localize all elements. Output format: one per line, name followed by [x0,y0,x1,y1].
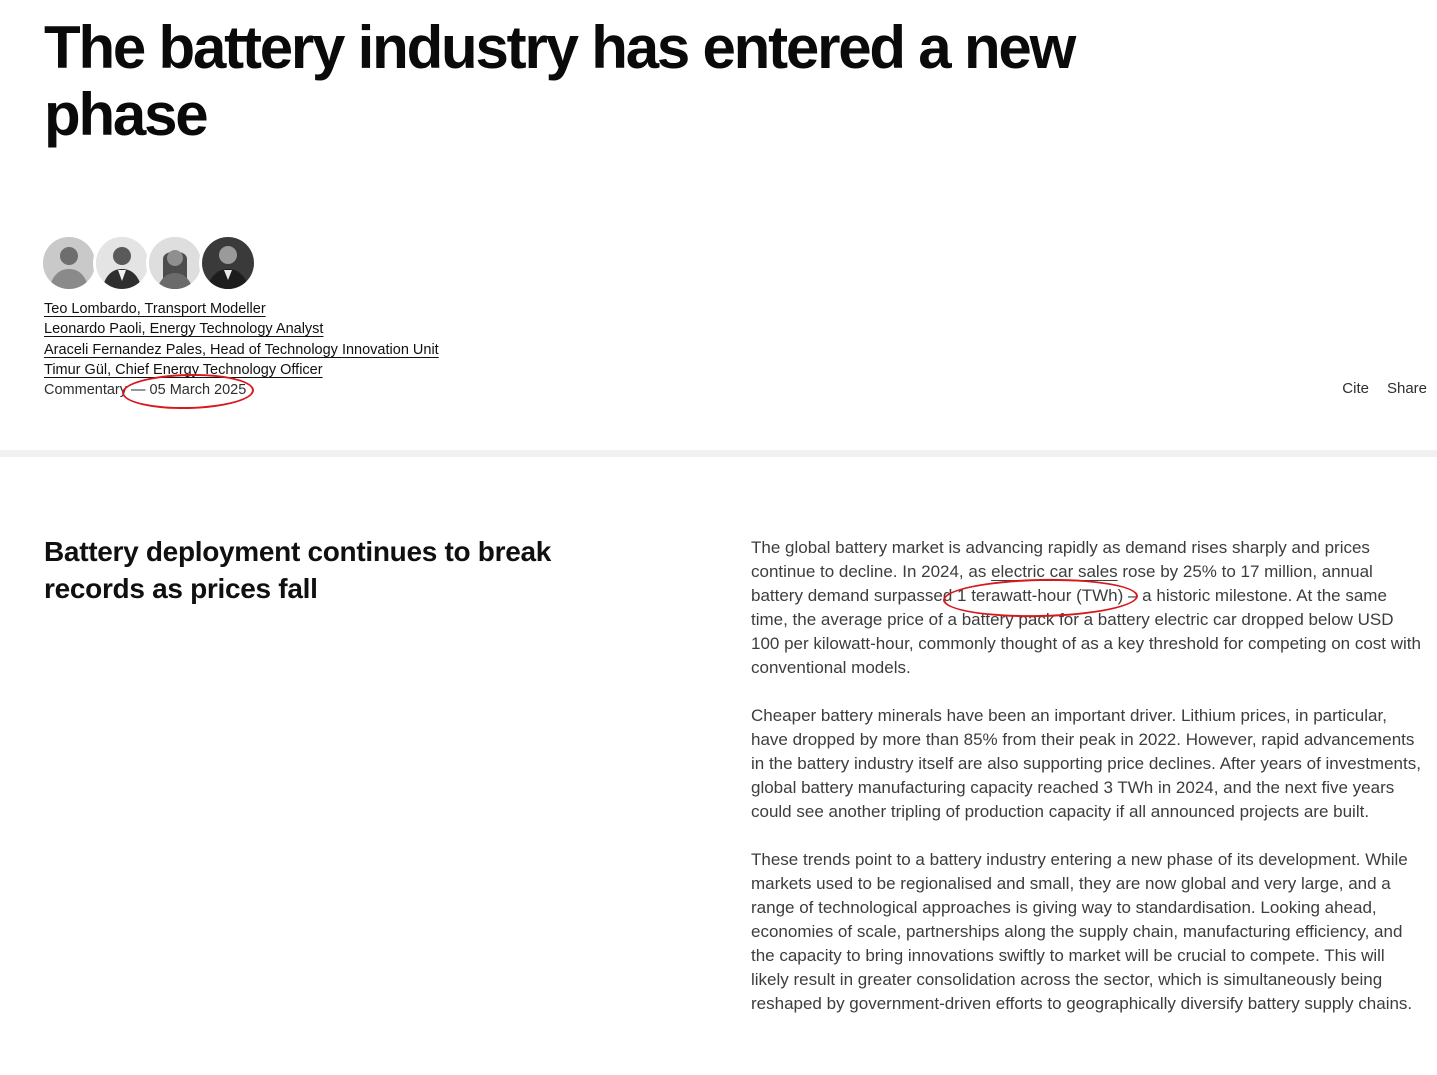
article-meta [44,380,246,400]
author-link-teo-lombardo[interactable]: Teo Lombardo, Transport Modeller [44,301,266,317]
person-icon [96,237,148,289]
date-label-circled: — 05 March 2025 [131,382,247,398]
author-link-leonardo-paoli[interactable]: Leonardo Paoli, Energy Technology Analyst [44,321,324,338]
section-divider [0,450,1437,457]
person-icon [43,237,95,289]
cite-button[interactable]: Cite [1342,380,1369,397]
person-icon [202,237,254,289]
share-button[interactable]: Share [1386,380,1427,397]
paragraph-3: These trends point to a battery industry entering a new phase of its development. While markets used to be regionalised and small, they are now global and very large, and a range of technological approaches is giving way to standardisation. Looking ahead, economies of scale, partnerships along the supply chain, manufacturing efficiency, and the capacity to bring innovations swiftly to market will be crucial to compete. This will likely result in greater consolidation across the sector, which is simultaneously being reshaped by government-driven efforts to geographically diversify battery supply chains. [751,850,1413,1013]
page-title: The battery industry has entered a new phase [44,14,1075,148]
author-list [44,299,439,380]
paragraph-1-text: – a historic milestone. At the same time, the average price of a battery pack for a battery electric car dropped below USD 100 per kilowatt-hour, commonly thought of as a key threshold for competing on cost with conventional models. [751,586,1421,677]
paragraph-1-text: The global battery market is advancing rapidly as demand rises sharply and prices continue to decline. In 2024, as [751,538,1370,581]
person-icon [149,237,201,289]
category-label: Commentary [44,382,127,398]
avatar-leonardo-paoli [93,234,151,292]
section-heading: Battery deployment continues to break records as prices fall [44,536,552,604]
article-body [751,536,1423,1040]
electric-car-sales-link[interactable]: electric car sales [991,562,1118,581]
avatar-timur-gul [199,234,257,292]
author-avatars [40,234,257,292]
avatar-teo-lombardo [40,234,98,292]
article-actions [1342,380,1427,397]
paragraph-2: Cheaper battery minerals have been an important driver. Lithium prices, in particular, have dropped by more than 85% from their peak in 2022. However, rapid advancements in the battery industry itself are also supporting price declines. After years of investments, global battery manufacturing capacity reached 3 TWh in 2024, and the next five years could see another tripling of production capacity if all announced projects are built. [751,706,1421,821]
author-link-araceli-fernandez-pales[interactable]: Araceli Fernandez Pales, Head of Technology Innovation Unit [44,341,439,358]
author-link-timur-gul[interactable]: Timur Gül, Chief Energy Technology Officer [44,361,323,378]
paragraph-1 [751,536,1423,680]
avatar-araceli-fernandez-pales [146,234,204,292]
paragraph-1-text: rose by 25% to 17 million, annual battery demand surpassed [751,562,1373,605]
twh-text-circled: 1 terawatt-hour (TWh) [957,584,1123,608]
